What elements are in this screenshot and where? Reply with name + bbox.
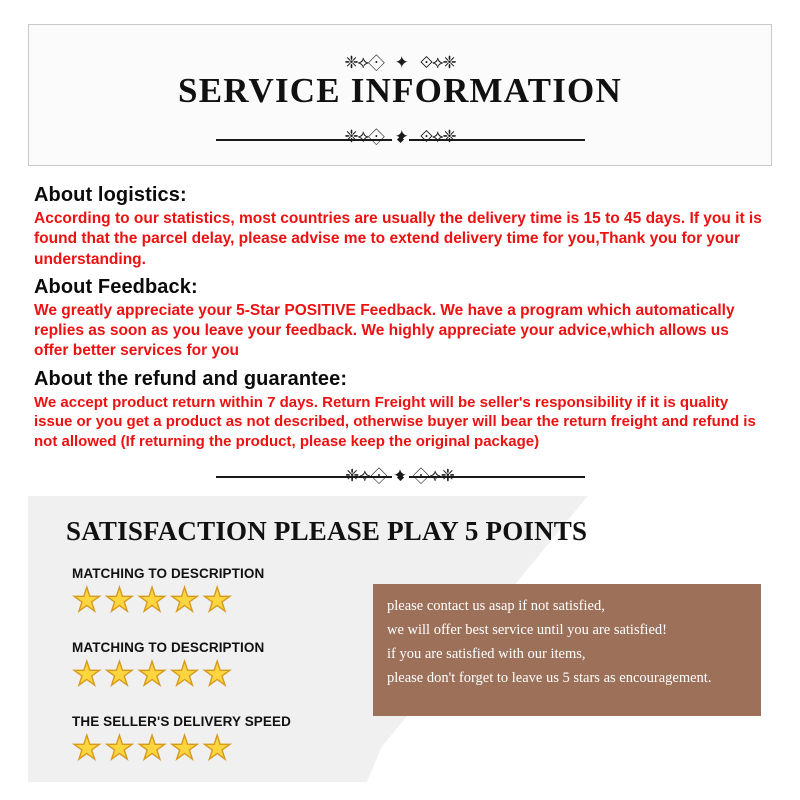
note-line-2: we will offer best service until you are satisfied!: [387, 621, 667, 638]
contact-note-box: [373, 584, 761, 716]
section-body-feedback: We greatly appreciate your 5-Star POSITIVE Feedback. We have a program which automatically replies as soon as you leave your feedback. We highly appreciate your advice,which allows us offer better services for you: [34, 301, 735, 360]
satisfaction-title: SATISFACTION PLEASE PLAY 5 POINTS: [66, 515, 588, 546]
ornament-top: [29, 55, 771, 72]
rating-row-3: [72, 714, 291, 766]
rating-stars-2: ★★★★★: [72, 654, 235, 692]
ornament-right-glyph: ⟐⟡❈: [419, 53, 456, 73]
section-body-logistics: According to our statistics, most countries are usually the delivery time is 15 to 45 days. If you it is found that the parcel delay, please advise me to extend delivery time for you,Thank you for your understanding.: [34, 210, 762, 268]
ornament-bottom-right-glyph: ⟐⟡❈: [419, 127, 456, 147]
section-divider: [0, 462, 800, 492]
header-card: [28, 24, 772, 166]
satisfaction-panel: [28, 496, 772, 786]
section-body-refund: We accept product return within 7 days. Return Freight will be seller's responsibility if it is quality issue or you get a product as not described, otherwise buyer will bear the return freight and refund is not allowed (If returning the product, please keep the original package): [34, 393, 756, 451]
top-spacer: [0, 0, 800, 24]
bottom-spacer: [0, 782, 800, 800]
ornament-center-glyph: ✦: [394, 53, 409, 73]
ornament-bottom-left-glyph: ❈⟡⟐: [344, 127, 384, 147]
divider-ornament: ❈⟡⟐ ✦ ⟐⟡❈: [344, 465, 455, 486]
rating-label-2: MATCHING TO DESCRIPTION: [72, 639, 265, 655]
page-title: SERVICE INFORMATION: [178, 71, 622, 110]
ornament-bottom: [29, 129, 771, 146]
ornament-bottom-center-glyph: ✦: [394, 127, 409, 147]
information-sections: [34, 184, 766, 452]
section-heading-feedback: About Feedback:: [34, 275, 198, 298]
rating-label-1: MATCHING TO DESCRIPTION: [72, 565, 265, 581]
rating-stars-3: ★★★★★: [72, 728, 235, 766]
rating-row-1: [72, 566, 264, 618]
note-line-4: please don't forget to leave us 5 stars as encouragement.: [387, 670, 712, 687]
rating-label-3: THE SELLER'S DELIVERY SPEED: [72, 713, 291, 729]
rating-stars-1: ★★★★★: [72, 580, 235, 618]
ornament-left-glyph: ❈⟡⟐: [344, 53, 384, 73]
rating-row-2: [72, 640, 264, 692]
section-heading-refund: About the refund and guarantee:: [34, 367, 348, 390]
note-line-1: please contact us asap if not satisfied,: [387, 597, 605, 614]
note-line-3: if you are satisfied with our items,: [387, 645, 586, 662]
section-heading-logistics: About logistics:: [34, 184, 187, 206]
